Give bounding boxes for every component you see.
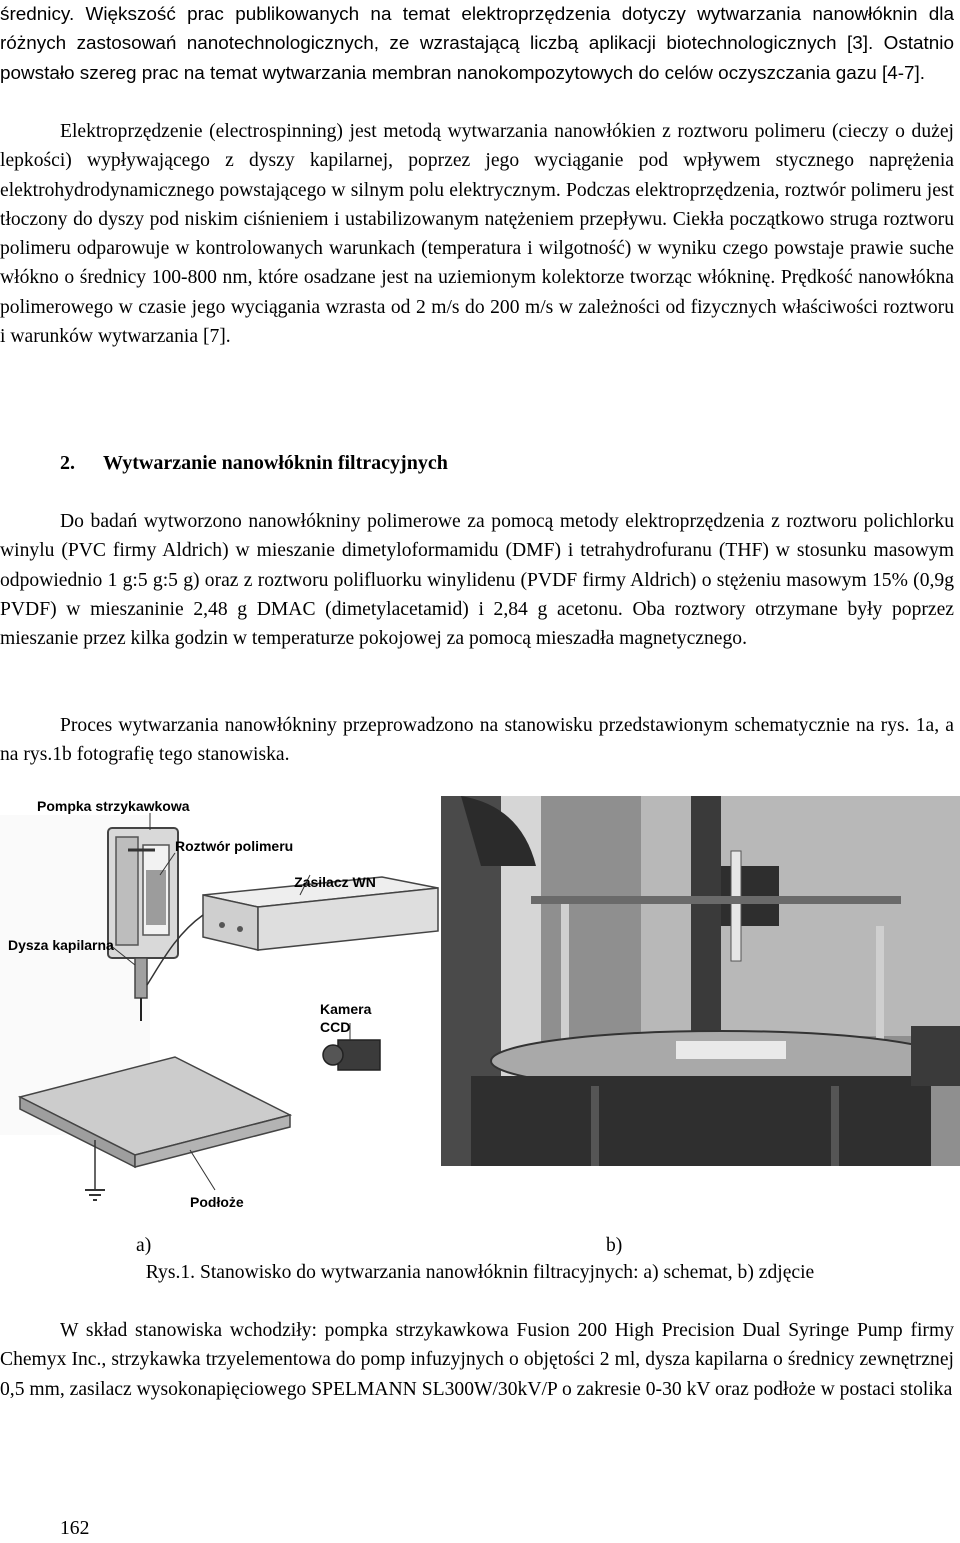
- label-camera-1: Kamera: [320, 1001, 372, 1017]
- figure-label-a: a): [136, 1235, 152, 1256]
- label-solution: Roztwór polimeru: [175, 838, 294, 854]
- equipment-paragraph: W skład stanowiska wchodziły: pompka strzykawkowa Fusion 200 High Precision Dual Syringe Pump firmy Chemyx Inc., strzykawka trzyelementowa do pomp infuzyjnych o objętości 2 ml, dysza kapilarna o średnicy zewnętrznej 0,5 mm, zasilacz wysokonapięciowego SPELMANN SL300W/30kV/P o zakresie 0-30 kV oraz podłoże w postaci stolika: [0, 1320, 954, 1400]
- label-substrate: Podłoże: [190, 1194, 244, 1210]
- setup-photo: [441, 796, 960, 1166]
- page-number: 162: [60, 1518, 90, 1539]
- setup-schematic: [0, 785, 440, 1215]
- section-number: 2.: [60, 452, 75, 474]
- label-nozzle: Dysza kapilarna: [8, 937, 114, 953]
- label-pump: Pompka strzykawkowa: [37, 798, 190, 814]
- figure-caption: Rys.1. Stanowisko do wytwarzania nanowłóknin filtracyjnych: a) schemat, b) zdjęcie: [145, 1262, 815, 1283]
- figure-label-b: b): [606, 1235, 623, 1256]
- section-heading: [60, 448, 448, 478]
- electrospinning-paragraph: Elektroprzędzenie (electrospinning) jest metodą wytwarzania nanowłókien z roztworu polimeru (cieczy o dużej lepkości) wypływającego z dyszy kapilarnej, poprzez jego wyciąganie pod wpływem stycznego naprężenia elektrohydrodynamicznego powstającego w silnym polu elektrycznym. Podczas elektroprzędzenia, roztwór polimeru jest tłoczony do dyszy pod niskim ciśnieniem i ustabilizowanym natężeniem przepływu. Ciekła początkowo struga roztworu polimeru odparowuje w kontrolowanych warunkach (temperatura i wilgotność) w wyniku czego powstaje prawie suche włókno o średnicy 100-800 nm, które osadzane jest na uziemionym kolektorze tworząc włókninę. Prędkość nanowłókna polimerowego w czasie jego wyciągania wzrasta od 2 m/s do 200 m/s w zależności od fizycznych właściwości roztworu i warunków wytwarzania [7].: [0, 121, 954, 348]
- ccd-camera-shape: [338, 1040, 380, 1070]
- materials-paragraph: Do badań wytworzono nanowłókniny polimerowe za pomocą metody elektroprzędzenia z roztworu polichlorku winylu (PVC firmy Aldrich) w mieszanie dimetyloformamidu (DMF) i tetrahydrofuranu (THF) w stosunku masowym odpowiednio 1 g:5 g:5 g) oraz z roztworu polifluorku winylidenu (PVDF firmy Aldrich) o stężeniu masowym 15% (0,9g PVDF) w mieszaninie 2,48 g DMAC (dimetylacetamid) i 2,84 g acetonu. Oba roztwory otrzymane były poprzez mieszanie przez kilka godzin w temperaturze pokojowej za pomocą mieszadła magnetycznego.: [0, 511, 954, 650]
- label-power: Zasilacz WN: [294, 874, 376, 890]
- process-paragraph: Proces wytwarzania nanowłókniny przeprowadzono na stanowisku przedstawionym schematycznie na rys. 1a, a na rys.1b fotografię tego stanowiska.: [0, 715, 954, 766]
- section-title: Wytwarzanie nanowłóknin filtracyjnych: [103, 452, 448, 474]
- intro-paragraph: średnicy. Większość prac publikowanych na temat elektroprzędzenia dotyczy wytwarzania nanowłóknin dla różnych zastosowań nanotechnologicznych, ze wzrastającą liczbą aplikacji biotechnologicznych [3]. Ostatnio powstało szereg prac na temat wytwarzania membran nanokompozytowych do celów oczyszczania gazu [4-7].: [0, 4, 954, 84]
- label-camera-2: CCD: [320, 1019, 351, 1035]
